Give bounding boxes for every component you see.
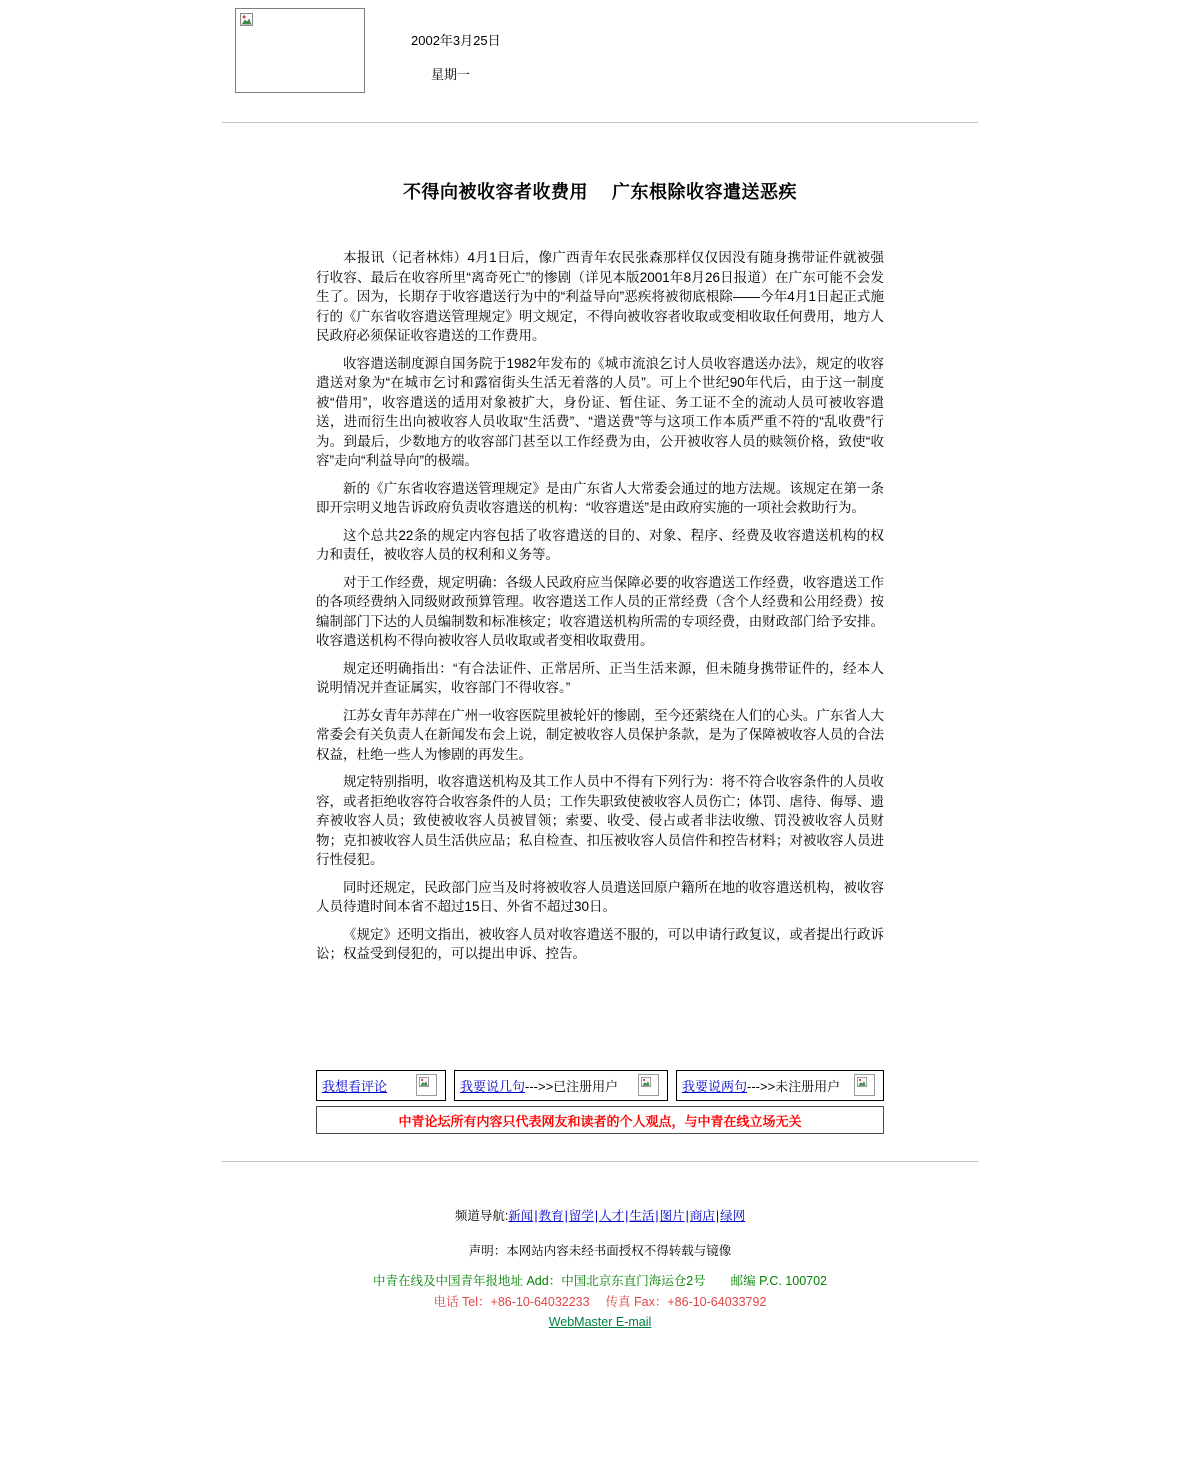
address-line: 中青在线及中国青年报地址 Add：中国北京东直门海运仓2号 邮编 P.C. 100702 [372, 1273, 828, 1288]
top-divider [222, 122, 978, 123]
webmaster-line [222, 1315, 978, 1345]
article-paragraph: 这个总共22条的规定内容包括了收容遣送的目的、对象、程序、经费及收容遣送机构的权力和责任，被收容人员的权利和义务等。 [316, 527, 884, 562]
unregistered-comment-suffix: --->>未注册用户 [747, 1078, 841, 1094]
registered-comment-link[interactable]: 我要说几句 [460, 1078, 526, 1094]
date-text: 2002年3月25日 [411, 33, 501, 48]
page-container [222, 0, 978, 1345]
comment-bar [316, 1070, 884, 1101]
registered-comment-box [454, 1070, 668, 1101]
bottom-divider [222, 1161, 978, 1162]
registered-comment-text [460, 1076, 618, 1095]
channel-nav [222, 1206, 978, 1224]
broken-image-icon [638, 1074, 659, 1096]
unregistered-comment-box [676, 1070, 884, 1101]
broken-image-icon [240, 13, 253, 31]
channel-nav-label: 频道导航: [454, 1208, 509, 1223]
nav-separator: | [564, 1208, 568, 1223]
view-comments-link[interactable]: 我想看评论 [322, 1078, 388, 1094]
nav-separator: | [625, 1208, 629, 1223]
view-comments-box [316, 1070, 446, 1101]
article-paragraph: 收容遣送制度源自国务院于1982年发布的《城市流浪乞讨人员收容遣送办法》，规定的收容遣送对象为“在城市乞讨和露宿街头生活无着落的人员”。可上个世纪90年代后，由于这一制度被“借用”，收容遣送的适用对象被扩大，身份证、暂住证、务工证不全的流动人员可被收容遣送，进而衍生出向被收容人员收取“生活费”、“遣送费”等与这项工作本质严重不符的“乱收费”行为。到最后，少数地方的收容部门甚至以工作经费为由，公开被收容人员的赎领价格，致使“收容”走向“利益导向”的极端。 [316, 355, 884, 468]
article-paragraph: 规定还明确指出：“有合法证件、正常居所、正当生活来源，但未随身携带证件的，经本人说明情况并查证属实，收容部门不得收容。” [316, 660, 884, 695]
footer [222, 1206, 978, 1345]
broken-image-icon [416, 1074, 437, 1096]
nav-separator: | [594, 1208, 599, 1223]
date-block [411, 8, 501, 93]
webmaster-email-link[interactable]: WebMaster E-mail [548, 1314, 652, 1329]
article-column [316, 178, 884, 1134]
channel-link-6[interactable]: 图片 [659, 1208, 685, 1223]
article-paragraph: 对于工作经费，规定明确：各级人民政府应当保障必要的收容遣送工作经费，收容遣送工作的各项经费纳入同级财政预算管理。收容遣送工作人员的正常经费（含个人经费和公用经费）按编制部门下达的人员编制数和标准核定；收容遣送机构所需的专项经费，由财政部门给予安排。收容遣送机构不得向被收容人员收取或者变相收取费用。 [316, 574, 884, 648]
masthead [222, 0, 978, 93]
channel-link-5[interactable]: 生活 [629, 1208, 655, 1223]
broken-image-icon [854, 1074, 875, 1096]
nav-separator: | [715, 1208, 720, 1223]
nav-separator: | [534, 1208, 538, 1223]
article-paragraph: 同时还规定，民政部门应当及时将被收容人员遣送回原户籍所在地的收容遣送机构，被收容人员待遣时间本省不超过15日、外省不超过30日。 [316, 879, 884, 914]
channel-link-8[interactable]: 绿网 [720, 1208, 746, 1223]
channel-link-3[interactable]: 留学 [568, 1208, 594, 1223]
channel-link-1[interactable]: 新闻 [508, 1208, 534, 1223]
unregistered-comment-text [682, 1076, 840, 1095]
article-title: 不得向被收容者收费用 广东根除收容遣送恶疾 [403, 182, 797, 202]
nav-separator: | [685, 1208, 689, 1223]
channel-link-4[interactable]: 人才 [599, 1208, 625, 1223]
channel-nav-links [508, 1209, 745, 1223]
forum-disclaimer-text: 中青论坛所有内容只代表网友和读者的个人观点，与中青在线立场无关 [398, 1113, 802, 1129]
weekday-text: 星期一 [431, 67, 471, 82]
article-paragraph: 江苏女青年苏萍在广州一收容医院里被轮奸的惨剧，至今还萦绕在人们的心头。广东省人大常委会有关负责人在新闻发布会上说，制定被收容人员保护条款，是为了保障被收容人员的合法权益，杜绝一些人为惨剧的再发生。 [316, 707, 884, 762]
article-paragraph: 本报讯（记者林炜）4月1日后，像广西青年农民张森那样仅仅因没有随身携带证件就被强行收容、最后在收容所里“离奇死亡”的惨剧（详见本版2001年8月26日报道）在广东可能不会发生了。因为，长期存于收容遣送行为中的“利益导向”恶疾将被彻底根除——今年4月1日起正式施行的《广东省收容遣送管理规定》明文规定，不得向被收容者收取或变相收取任何费用，地方人民政府必须保证收容遣送的工作费用。 [316, 250, 884, 343]
phone-fax-line: 电话 Tel：+86-10-64032233 传真 Fax：+86-10-64033792 [433, 1294, 767, 1309]
registered-comment-suffix: --->>已注册用户 [525, 1078, 619, 1094]
article-body [316, 248, 884, 964]
channel-link-2[interactable]: 教育 [538, 1208, 564, 1223]
unregistered-comment-link[interactable]: 我要说两句 [682, 1078, 748, 1094]
article-paragraph: 规定特别指明，收容遣送机构及其工作人员中不得有下列行为：将不符合收容条件的人员收容，或者拒绝收容符合收容条件的人员；工作失职致使被收容人员伤亡；体罚、虐待、侮辱、遗弃被收容人员；致使被收容人员被冒领；索要、收受、侵占或者非法收缴、罚没被收容人员财物；克扣被收容人员生活供应品；私自检查、扣压被收容人员信件和控告材料；对被收容人员进行性侵犯。 [316, 774, 884, 867]
copyright-statement: 声明：本网站内容未经书面授权不得转载与镜像 [468, 1243, 732, 1258]
article-paragraph: 《规定》还明文指出，被收容人员对收容遣送不服的，可以申请行政复议，或者提出行政诉讼；权益受到侵犯的，可以提出申诉、控告。 [316, 926, 884, 961]
channel-link-7[interactable]: 商店 [689, 1208, 715, 1223]
forum-disclaimer-banner [316, 1106, 884, 1134]
masthead-image-placeholder [235, 8, 365, 93]
article-paragraph: 新的《广东省收容遣送管理规定》是由广东省人大常委会通过的地方法规。该规定在第一条即开宗明义地告诉政府负责收容遣送的机构：“收容遣送”是由政府实施的一项社会救助行为。 [316, 480, 884, 515]
nav-separator: | [655, 1208, 659, 1223]
